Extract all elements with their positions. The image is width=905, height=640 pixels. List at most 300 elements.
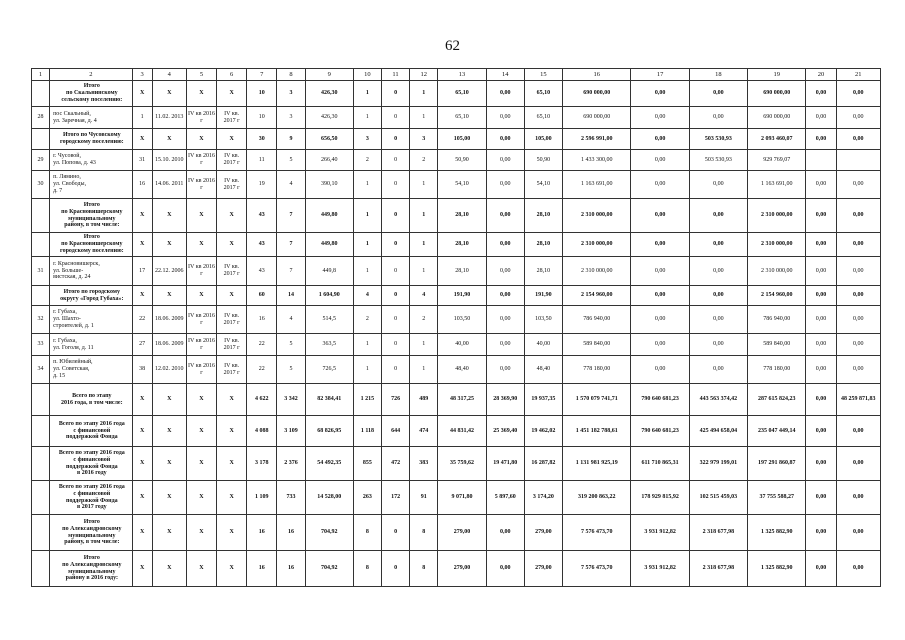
address-line: Всего по этапу — [72, 392, 112, 399]
value-cell: X — [217, 384, 247, 416]
value-cell: 5 — [277, 334, 305, 356]
value-cell: 5 897,60 — [486, 481, 524, 515]
value-cell: 0,00 — [836, 171, 880, 199]
value-cell: 1 — [410, 107, 438, 129]
value-cell: 14.06. 2011 — [152, 171, 186, 199]
address-line: Итого — [83, 554, 100, 561]
value-cell: 0,00 — [631, 356, 689, 384]
address-line: г. Чусовой, — [53, 153, 81, 160]
value-cell: 3 342 — [277, 384, 305, 416]
row-number-cell: 28 — [32, 107, 50, 129]
page-number: 62 — [445, 38, 460, 54]
address-line: г. Губаха, — [53, 309, 77, 316]
address-cell — [50, 150, 132, 171]
value-cell: 1 — [410, 356, 438, 384]
value-cell: X — [186, 447, 216, 481]
value-cell: IV кв. 2017 г — [217, 107, 247, 129]
total-row — [32, 447, 881, 481]
value-cell: 65,10 — [524, 81, 562, 107]
total-row — [32, 515, 881, 551]
value-cell: 1 109 — [247, 481, 277, 515]
value-cell: 449,80 — [305, 233, 353, 257]
value-cell: X — [186, 286, 216, 306]
value-cell: 4 — [277, 306, 305, 334]
value-cell: 0,00 — [689, 233, 747, 257]
address-cell — [50, 515, 132, 551]
value-cell: 191,90 — [524, 286, 562, 306]
address-line: г. Губаха, — [53, 337, 77, 344]
value-cell: 31 — [132, 150, 152, 171]
value-cell: 2 — [353, 306, 381, 334]
address-line: муниципальному — [68, 532, 116, 539]
value-cell: X — [217, 416, 247, 447]
value-cell: 0,00 — [486, 199, 524, 233]
value-cell — [836, 150, 880, 171]
col-number: 12 — [410, 69, 438, 81]
value-cell: 929 769,07 — [748, 150, 806, 171]
value-cell: 690 000,00 — [748, 107, 806, 129]
value-cell: IV кв 2016 г — [186, 356, 216, 384]
value-cell: X — [132, 384, 152, 416]
address-cell — [50, 384, 132, 416]
address-line: округу «Город Губаха»: — [60, 295, 124, 302]
value-cell: 690 000,00 — [563, 81, 631, 107]
value-cell: 2 154 960,00 — [748, 286, 806, 306]
value-cell: X — [186, 551, 216, 587]
value-cell: 0,00 — [486, 551, 524, 587]
value-cell: X — [152, 416, 186, 447]
value-cell — [806, 150, 836, 171]
value-cell: 279,00 — [438, 515, 486, 551]
address-line: району в 2016 году: — [65, 575, 119, 582]
value-cell: 5 — [277, 356, 305, 384]
value-cell: 690 000,00 — [563, 107, 631, 129]
value-cell: 690 000,00 — [748, 81, 806, 107]
value-cell: 54 492,35 — [305, 447, 353, 481]
value-cell: 0 — [381, 306, 409, 334]
value-cell: 2 318 677,98 — [689, 515, 747, 551]
value-cell: 0 — [381, 150, 409, 171]
value-cell: 363,5 — [305, 334, 353, 356]
value-cell: 28,10 — [438, 257, 486, 286]
value-cell: 16 287,82 — [524, 447, 562, 481]
value-cell: 0,00 — [689, 286, 747, 306]
value-cell: 1 325 882,90 — [748, 551, 806, 587]
value-cell: 18.06. 2009 — [152, 306, 186, 334]
value-cell: 105,00 — [438, 129, 486, 150]
address-line: по Скальнинскому — [66, 90, 118, 97]
value-cell: 15.10. 2010 — [152, 150, 186, 171]
value-cell: 235 047 449,14 — [748, 416, 806, 447]
value-cell: 2 318 677,98 — [689, 551, 747, 587]
value-cell: X — [217, 81, 247, 107]
address-line: п. Юбилейный, — [53, 359, 93, 366]
address-line: поддержкой Фонда — [65, 434, 118, 441]
value-cell: X — [152, 81, 186, 107]
value-cell: 287 615 824,23 — [748, 384, 806, 416]
value-cell: 2 376 — [277, 447, 305, 481]
value-cell: 0 — [381, 107, 409, 129]
value-cell: 474 — [410, 416, 438, 447]
value-cell: 0,00 — [486, 257, 524, 286]
row-number-cell — [32, 81, 50, 107]
value-cell: 3 — [410, 129, 438, 150]
value-cell: 0,00 — [836, 129, 880, 150]
address-line: району, в том числе: — [64, 222, 120, 229]
value-cell: 0,00 — [486, 515, 524, 551]
value-cell: 28,10 — [438, 199, 486, 233]
value-cell: 19 937,35 — [524, 384, 562, 416]
value-cell: 17 — [132, 257, 152, 286]
value-cell: 10 — [247, 81, 277, 107]
value-cell: 16 — [247, 515, 277, 551]
address-cell — [50, 286, 132, 306]
value-cell: 2 310 000,00 — [748, 257, 806, 286]
value-cell: 0,00 — [806, 306, 836, 334]
value-cell: 733 — [277, 481, 305, 515]
address-line: д. 15 — [53, 372, 66, 379]
value-cell: 1 — [353, 107, 381, 129]
value-cell: 65,10 — [438, 107, 486, 129]
address-line: п. Лямино, — [53, 174, 81, 181]
value-cell: 0,00 — [836, 551, 880, 587]
value-cell: 0,00 — [836, 481, 880, 515]
value-cell: IV кв 2016 г — [186, 150, 216, 171]
total-row — [32, 286, 881, 306]
total-row — [32, 81, 881, 107]
total-row — [32, 551, 881, 587]
value-cell: 3 — [277, 107, 305, 129]
address-line: вистская, д. 24 — [53, 274, 91, 281]
address-line: Всего по этапу 2016 года — [58, 420, 125, 427]
value-cell: 0,00 — [631, 150, 689, 171]
value-cell: 16 — [247, 306, 277, 334]
col-number: 15 — [524, 69, 562, 81]
value-cell: 11.02. 2013 — [152, 107, 186, 129]
row-number-cell — [32, 233, 50, 257]
value-cell: 2 — [410, 306, 438, 334]
value-cell: 16 — [277, 551, 305, 587]
value-cell: 19 — [247, 171, 277, 199]
value-cell: 2 — [353, 150, 381, 171]
value-cell: 0,00 — [806, 81, 836, 107]
value-cell: 14 — [277, 286, 305, 306]
value-cell: 38 — [132, 356, 152, 384]
value-cell: 0,00 — [689, 81, 747, 107]
address-cell — [50, 81, 132, 107]
value-cell: 0,00 — [806, 481, 836, 515]
value-cell: 4 — [277, 171, 305, 199]
value-cell: 855 — [353, 447, 381, 481]
address-line: ул. Заречная, д. 4 — [53, 117, 97, 124]
value-cell: 4 — [410, 286, 438, 306]
value-cell: 426,30 — [305, 81, 353, 107]
address-line: ул. Советская, — [53, 366, 90, 373]
address-line: ул. Попова, д. 43 — [53, 160, 96, 166]
value-cell: X — [152, 551, 186, 587]
value-cell: 16 — [247, 551, 277, 587]
value-cell: 12.02. 2010 — [152, 356, 186, 384]
value-cell: 103,50 — [438, 306, 486, 334]
value-cell: 489 — [410, 384, 438, 416]
value-cell: 0,00 — [836, 416, 880, 447]
value-cell: 22 — [247, 334, 277, 356]
value-cell: 0,00 — [806, 129, 836, 150]
address-cell — [50, 171, 132, 199]
address-cell — [50, 356, 132, 384]
address-cell — [50, 306, 132, 334]
value-cell: 22 — [247, 356, 277, 384]
value-cell: X — [186, 481, 216, 515]
table-row — [32, 356, 881, 384]
value-cell: 449,8 — [305, 257, 353, 286]
value-cell: 3 178 — [247, 447, 277, 481]
value-cell: 2 310 000,00 — [563, 257, 631, 286]
value-cell: 0 — [381, 199, 409, 233]
address-line: по Красновишерскому — [61, 241, 123, 248]
value-cell: IV кв 2016 г — [186, 306, 216, 334]
value-cell: 91 — [410, 481, 438, 515]
value-cell: 503 530,93 — [689, 129, 747, 150]
address-line: ул. Гоголя, д. 11 — [53, 344, 94, 351]
value-cell: 4 088 — [247, 416, 277, 447]
col-number: 16 — [563, 69, 631, 81]
value-cell: 1 — [410, 171, 438, 199]
value-cell: 8 — [410, 515, 438, 551]
value-cell: 16 — [277, 515, 305, 551]
col-number: 17 — [631, 69, 689, 81]
value-cell: 1 451 182 788,61 — [563, 416, 631, 447]
value-cell: 644 — [381, 416, 409, 447]
col-number: 6 — [217, 69, 247, 81]
value-cell: X — [217, 286, 247, 306]
value-cell: 3 — [353, 129, 381, 150]
address-line: Всего по этапу 2016 года — [58, 449, 125, 456]
value-cell: 48 317,25 — [438, 384, 486, 416]
address-line: сельскому поселению: — [61, 96, 123, 103]
row-number-cell: 34 — [32, 356, 50, 384]
col-number: 3 — [132, 69, 152, 81]
address-line: Итого — [83, 234, 100, 241]
address-line: с финансовой — [73, 490, 111, 497]
value-cell: 319 200 863,22 — [563, 481, 631, 515]
value-cell: 43 — [247, 257, 277, 286]
value-cell: 263 — [353, 481, 381, 515]
address-line: в 2017 году — [76, 504, 107, 511]
address-line: с финансовой — [73, 456, 111, 463]
col-number: 7 — [247, 69, 277, 81]
value-cell: 0,00 — [631, 257, 689, 286]
value-cell: 0,00 — [689, 171, 747, 199]
value-cell: 44 831,42 — [438, 416, 486, 447]
value-cell: 1 — [132, 107, 152, 129]
value-cell: 0,00 — [631, 334, 689, 356]
value-cell: 22 — [132, 306, 152, 334]
value-cell: 1 570 079 741,71 — [563, 384, 631, 416]
value-cell: X — [152, 515, 186, 551]
col-number: 4 — [152, 69, 186, 81]
col-number: 5 — [186, 69, 216, 81]
total-row — [32, 384, 881, 416]
address-cell — [50, 481, 132, 515]
value-cell: X — [132, 416, 152, 447]
table-row — [32, 306, 881, 334]
value-cell: X — [132, 286, 152, 306]
value-cell: X — [132, 551, 152, 587]
address-line: Всего по этапу 2016 года — [58, 483, 125, 490]
value-cell: 28,10 — [524, 233, 562, 257]
value-cell: 191,90 — [438, 286, 486, 306]
value-cell: 279,00 — [524, 515, 562, 551]
value-cell: X — [217, 515, 247, 551]
address-line: в 2016 году — [76, 470, 107, 477]
value-cell: 105,00 — [524, 129, 562, 150]
value-cell: 0,00 — [486, 233, 524, 257]
value-cell: 8 — [410, 551, 438, 587]
value-cell: 0,00 — [806, 233, 836, 257]
value-cell: 656,50 — [305, 129, 353, 150]
address-line: ул. Шахто- — [53, 316, 81, 323]
value-cell: 0,00 — [836, 286, 880, 306]
value-cell: IV кв 2016 г — [186, 171, 216, 199]
value-cell: X — [132, 515, 152, 551]
value-cell: 22.12. 2006 — [152, 257, 186, 286]
value-cell: 1 — [410, 199, 438, 233]
total-row — [32, 129, 881, 150]
value-cell: 7 576 473,70 — [563, 551, 631, 587]
value-cell: 1 — [353, 257, 381, 286]
address-line: пос Скальный, — [53, 110, 91, 117]
value-cell: 0,00 — [836, 233, 880, 257]
value-cell: 0,00 — [836, 107, 880, 129]
value-cell: 0,00 — [806, 551, 836, 587]
value-cell: 7 — [277, 233, 305, 257]
value-cell: 0 — [381, 515, 409, 551]
value-cell: 28,10 — [438, 233, 486, 257]
value-cell: 1 215 — [353, 384, 381, 416]
address-line: городскому поселению: — [60, 139, 124, 145]
value-cell: 16 — [132, 171, 152, 199]
value-cell: 0 — [381, 286, 409, 306]
value-cell: 0,00 — [806, 416, 836, 447]
value-cell: 28,10 — [524, 199, 562, 233]
total-row — [32, 233, 881, 257]
value-cell: 19 462,02 — [524, 416, 562, 447]
value-cell: 43 — [247, 199, 277, 233]
address-cell — [50, 551, 132, 587]
value-cell: 7 — [277, 199, 305, 233]
value-cell: 0,00 — [631, 306, 689, 334]
row-number-cell: 30 — [32, 171, 50, 199]
value-cell: 0,00 — [689, 306, 747, 334]
value-cell: 1 118 — [353, 416, 381, 447]
value-cell: 0,00 — [836, 257, 880, 286]
value-cell: IV кв. 2017 г — [217, 334, 247, 356]
value-cell: 0,00 — [806, 356, 836, 384]
value-cell: 0,00 — [631, 107, 689, 129]
value-cell: 0,00 — [806, 286, 836, 306]
value-cell: 786 940,00 — [748, 306, 806, 334]
value-cell: 778 180,00 — [748, 356, 806, 384]
col-number: 9 — [305, 69, 353, 81]
value-cell: X — [132, 481, 152, 515]
value-cell: 3 931 912,82 — [631, 551, 689, 587]
row-number-cell — [32, 384, 50, 416]
value-cell: 178 929 815,92 — [631, 481, 689, 515]
table-row — [32, 171, 881, 199]
value-cell: 0,00 — [806, 334, 836, 356]
value-cell: X — [217, 551, 247, 587]
value-cell: 48,40 — [524, 356, 562, 384]
value-cell: 0,00 — [836, 356, 880, 384]
value-cell: 611 710 865,31 — [631, 447, 689, 481]
value-cell: 390,10 — [305, 171, 353, 199]
value-cell: 279,00 — [438, 551, 486, 587]
value-cell: 425 494 658,04 — [689, 416, 747, 447]
value-cell: 0,00 — [486, 129, 524, 150]
col-number: 2 — [50, 69, 132, 81]
address-line: по Красновишерскому — [61, 208, 123, 215]
value-cell: X — [217, 481, 247, 515]
table-row — [32, 107, 881, 129]
value-cell: 54,10 — [524, 171, 562, 199]
value-cell: 0 — [381, 356, 409, 384]
value-cell: 0,00 — [631, 286, 689, 306]
value-cell: 2 154 960,00 — [563, 286, 631, 306]
row-number-cell — [32, 447, 50, 481]
row-number-cell — [32, 416, 50, 447]
value-cell: 0,00 — [806, 515, 836, 551]
address-line: г. Красновишерск, — [53, 260, 100, 267]
value-cell: 9 071,80 — [438, 481, 486, 515]
address-cell — [50, 257, 132, 286]
value-cell: 0,00 — [486, 334, 524, 356]
value-cell: 0,00 — [689, 257, 747, 286]
value-cell: 0,00 — [836, 81, 880, 107]
address-line: району, в том числе: — [64, 539, 120, 546]
value-cell: 0,00 — [631, 129, 689, 150]
value-cell: 3 — [277, 81, 305, 107]
value-cell: 0,00 — [486, 171, 524, 199]
value-cell: IV кв 2016 г — [186, 257, 216, 286]
value-cell: X — [132, 199, 152, 233]
value-cell: 589 840,00 — [748, 334, 806, 356]
value-cell: 726 — [381, 384, 409, 416]
address-line: 2016 года, в том числе: — [61, 399, 123, 406]
col-number: 19 — [748, 69, 806, 81]
value-cell: 0,00 — [631, 171, 689, 199]
value-cell: 7 576 473,70 — [563, 515, 631, 551]
value-cell: IV кв 2016 г — [186, 334, 216, 356]
value-cell: 0,00 — [486, 286, 524, 306]
value-cell: 1 — [353, 356, 381, 384]
address-cell — [50, 233, 132, 257]
value-cell: 25 369,40 — [486, 416, 524, 447]
value-cell: 0,00 — [806, 107, 836, 129]
value-cell: 786 940,00 — [563, 306, 631, 334]
value-cell: 37 755 588,27 — [748, 481, 806, 515]
value-cell: 2 310 000,00 — [563, 199, 631, 233]
address-cell — [50, 199, 132, 233]
address-line: по Александровскому — [62, 525, 122, 532]
value-cell: 48,40 — [438, 356, 486, 384]
value-cell: 14 528,00 — [305, 481, 353, 515]
value-cell: X — [152, 481, 186, 515]
value-cell: 0,00 — [689, 107, 747, 129]
value-cell: 0,00 — [689, 334, 747, 356]
value-cell: 30 — [247, 129, 277, 150]
value-cell: 1 131 981 925,19 — [563, 447, 631, 481]
